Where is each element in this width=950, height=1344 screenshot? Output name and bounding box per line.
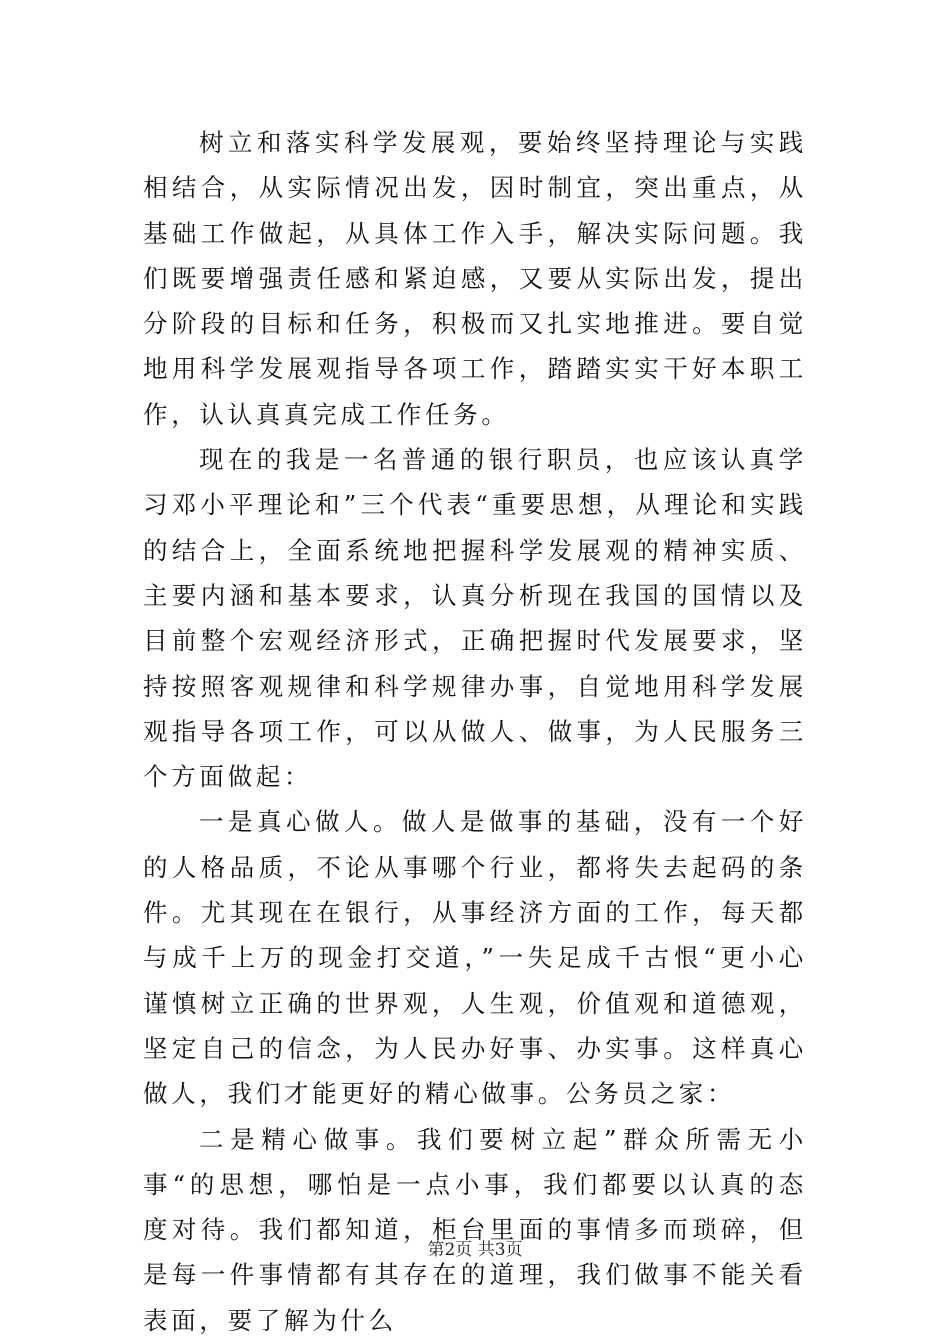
paragraph-4: 二是精心做事。我们要树立起”群众所需无小事“的思想，哪怕是一点小事，我们都要以认真的态度对待。我们都知道，柜台里面的事情多而琐碎，但是每一件事情都有其存在的道理，我们做事不能关看表面，要了解为什么 [143,1124,807,1335]
paragraph-1: 树立和落实科学发展观，要始终坚持理论与实践相结合，从实际情况出发，因时制宜，突出重点，从基础工作做起，从具体工作入手，解决实际问题。我们既要增强责任感和紧迫感，又要从实际出发，提出分阶段的目标和任务，积极而又扎实地推进。要自觉地用科学发展观指导各项工作，踏踏实实干好本职工作，认认真真完成工作任务。 [143,128,807,429]
paragraph-2: 现在的我是一名普通的银行职员，也应该认真学习邓小平理论和”三个代表“重要思想，从理论和实践的结合上，全面系统地把握科学发展观的精神实质、主要内涵和基本要求，认真分析现在我国的国情以及目前整个宏观经济形式，正确把握时代发展要求，坚持按照客观规律和科学规律办事，自觉地用科学发展观指导各项工作，可以从做人、做事，为人民服务三个方面做起： [143,445,807,792]
document-body [143,120,807,1343]
page-number-footer: 第2页 共3页 [427,1240,523,1260]
paragraph-3: 一是真心做人。做人是做事的基础，没有一个好的人格品质，不论从事哪个行业，都将失去起码的条件。尤其现在在银行，从事经济方面的工作，每天都与成千上万的现金打交道，”一失足成千古恨“更小心谨慎树立正确的世界观，人生观，价值观和道德观，坚定自己的信念，为人民办好事、办实事。这样真心做人，我们才能更好的精心做事。公务员之家： [143,807,807,1109]
